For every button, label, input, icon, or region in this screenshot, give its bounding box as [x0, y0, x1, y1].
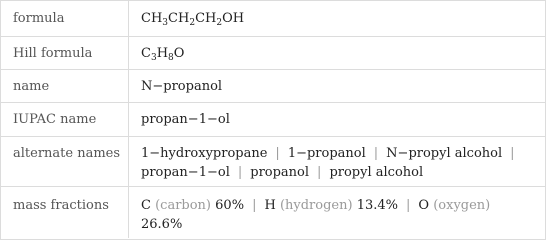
table-row-iupac-name: [0, 102, 546, 137]
alternate-name: 1−hydroxypropane: [141, 146, 268, 161]
row-label: IUPAC name: [13, 112, 97, 127]
alternate-name: N−propyl alcohol: [386, 146, 503, 161]
separator: |: [406, 198, 411, 213]
formula-subscript: 8: [168, 53, 174, 63]
element-percent: 26.6%: [141, 217, 183, 232]
table-row-name: [0, 69, 546, 103]
separator: |: [237, 165, 243, 180]
table-row-formula: [0, 0, 546, 37]
alternate-name: 1−propanol: [287, 146, 366, 161]
alternate-name: propan−1−ol: [141, 165, 230, 180]
formula-text: CH: [195, 11, 217, 26]
table-row-alternate-names: [0, 136, 546, 187]
formula-text: CH: [168, 11, 190, 26]
formula-text: O: [173, 46, 185, 61]
separator: |: [373, 146, 379, 161]
alternate-name: propanol: [250, 165, 310, 180]
alternate-names-value: [141, 144, 536, 182]
formula-text: OH: [222, 11, 245, 26]
element-name: (carbon): [155, 198, 212, 213]
table-row-hill-formula: [0, 36, 546, 70]
mass-fractions-value: [141, 196, 536, 234]
row-label: alternate names: [13, 146, 121, 161]
formula-value: [141, 9, 536, 28]
formula-text: CH: [141, 11, 163, 26]
element-percent: 60%: [215, 198, 245, 213]
separator: |: [275, 146, 280, 161]
row-label: mass fractions: [13, 198, 109, 213]
formula-subscript: 2: [189, 18, 196, 28]
element-name: (oxygen): [433, 198, 491, 213]
separator: |: [252, 198, 257, 213]
formula-subscript: 3: [162, 18, 169, 28]
element-name: (hydrogen): [279, 198, 353, 213]
element-percent: 13.4%: [356, 198, 399, 213]
row-label: Hill formula: [13, 46, 93, 61]
element-symbol: C: [141, 198, 151, 213]
iupac-name-value: propan−1−ol: [141, 112, 230, 127]
alternate-name: propyl alcohol: [329, 165, 424, 180]
formula-text: C: [141, 46, 151, 61]
formula-text: H: [156, 46, 169, 61]
hill-formula-value: [141, 44, 536, 63]
separator: |: [317, 165, 322, 180]
table-row-mass-fractions: [0, 186, 546, 240]
row-label: formula: [13, 11, 65, 26]
name-value: N−propanol: [141, 79, 223, 94]
row-label: name: [13, 79, 50, 94]
formula-subscript: 2: [216, 18, 223, 28]
element-symbol: H: [264, 198, 276, 213]
separator: |: [510, 146, 515, 161]
formula-subscript: 3: [150, 53, 157, 63]
element-symbol: O: [418, 198, 430, 213]
